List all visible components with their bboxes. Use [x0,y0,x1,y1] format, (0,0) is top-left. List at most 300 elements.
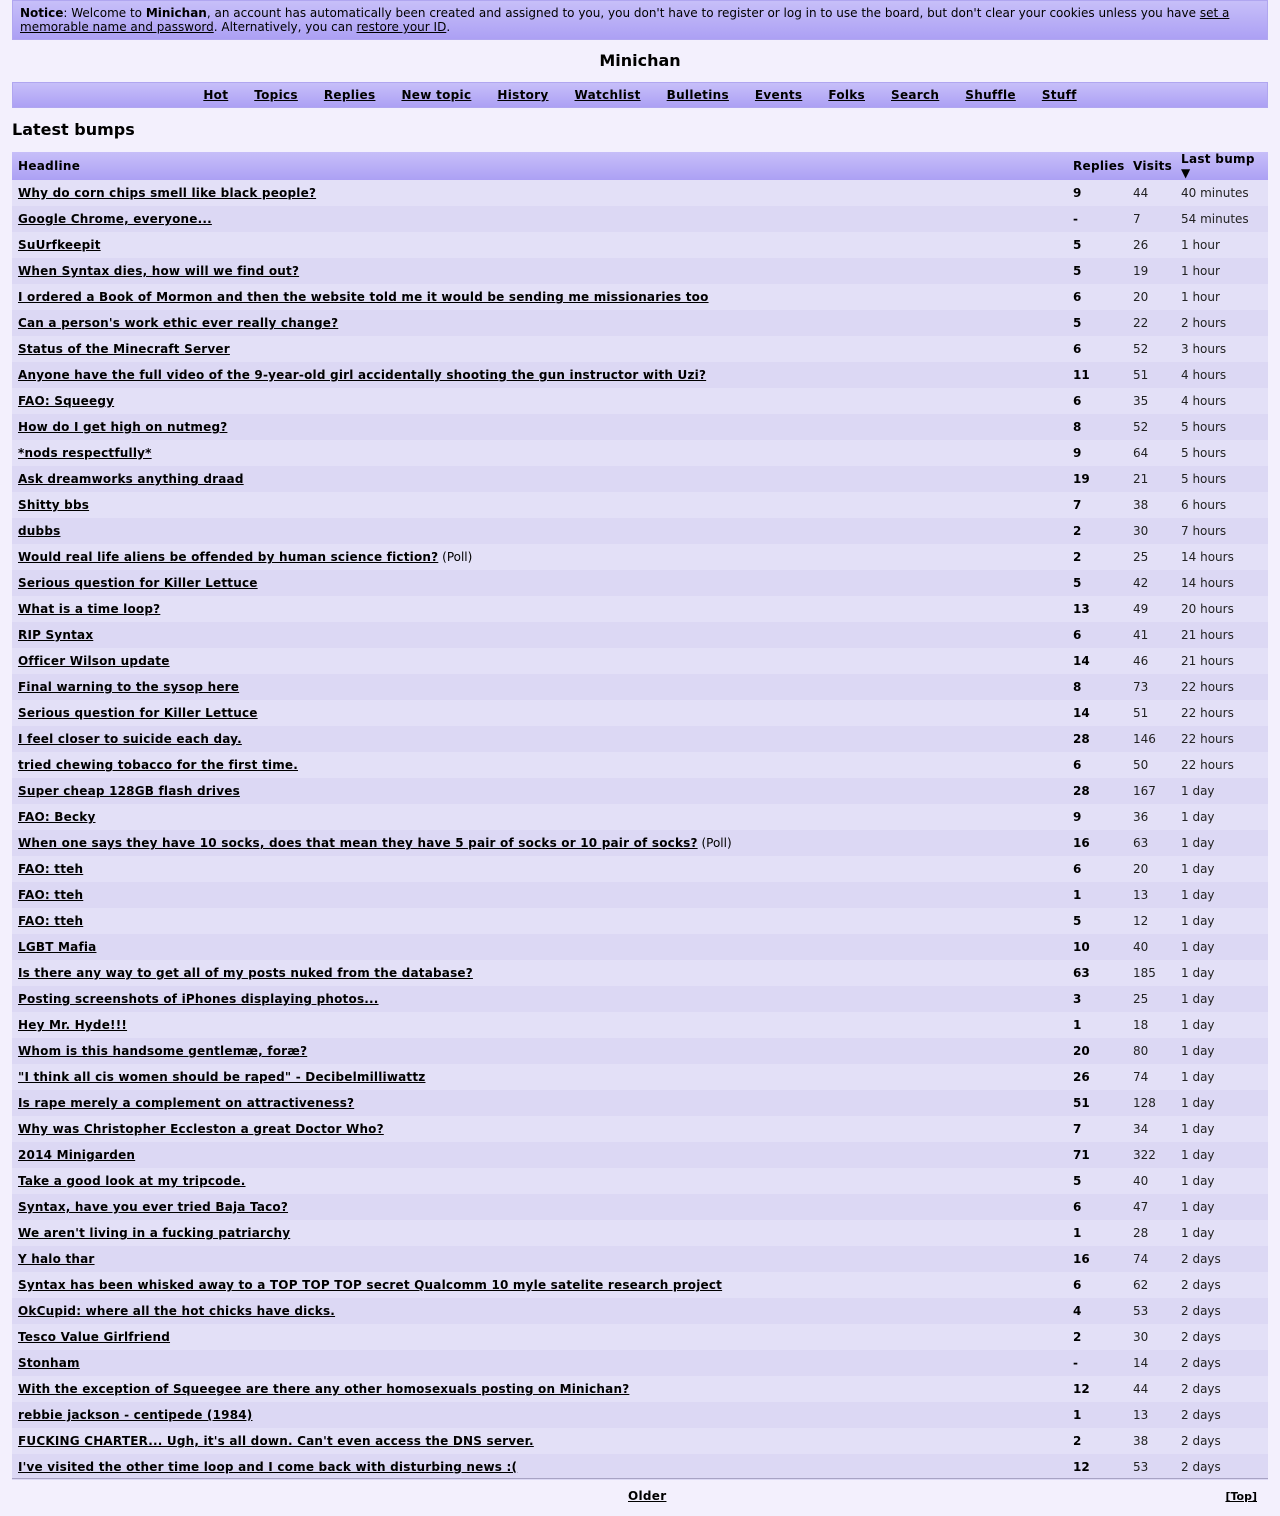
replies-cell: 2 [1067,1324,1127,1350]
last-bump-cell: 1 day [1175,1012,1268,1038]
visits-cell: 185 [1127,960,1175,986]
topic-link[interactable]: Super cheap 128GB flash drives [18,784,240,798]
last-bump-cell: 22 hours [1175,726,1268,752]
headline-cell [12,466,1067,492]
topic-link[interactable]: When one says they have 10 socks, does that mean they have 5 pair of socks or 10 pair of socks? [18,836,698,850]
headline-cell [12,856,1067,882]
last-bump-cell: 2 days [1175,1324,1268,1350]
last-bump-cell: 2 days [1175,1350,1268,1376]
topic-link[interactable]: "I think all cis women should be raped" - Decibelmilliwattz [18,1070,426,1084]
headline-cell [12,700,1067,726]
last-bump-cell: 1 hour [1175,258,1268,284]
last-bump-cell: 1 day [1175,960,1268,986]
headline-cell [12,1064,1067,1090]
topic-link[interactable]: Status of the Minecraft Server [18,342,230,356]
headline-cell [12,1220,1067,1246]
poll-tag: (Poll) [701,836,732,850]
topic-link[interactable]: FAO: Squeegy [18,394,115,408]
visits-cell: 40 [1127,934,1175,960]
table-row [12,1454,1268,1480]
topic-link[interactable]: I feel closer to suicide each day. [18,732,242,746]
table-row [12,1272,1268,1298]
replies-cell: 5 [1067,908,1127,934]
last-bump-cell: 4 hours [1175,362,1268,388]
visits-cell: 38 [1127,1428,1175,1454]
set-name-password-link[interactable]: set a memorable name and password [20,6,1230,34]
replies-cell: 6 [1067,1272,1127,1298]
topic-link[interactable]: rebbie jackson - centipede (1984) [18,1408,253,1422]
headline-cell [12,778,1067,804]
headline-cell [12,986,1067,1012]
table-row [12,1246,1268,1272]
nav-item-watchlist[interactable]: Watchlist [574,88,641,102]
visits-cell: 13 [1127,1402,1175,1428]
visits-cell: 51 [1127,362,1175,388]
nav-item-new-topic[interactable]: New topic [401,88,472,102]
table-row [12,310,1268,336]
topic-link[interactable]: Can a person's work ethic ever really change? [18,316,339,330]
table-row [12,856,1268,882]
headline-cell [12,388,1067,414]
headline-cell [12,1246,1067,1272]
replies-cell: 13 [1067,596,1127,622]
visits-cell: 80 [1127,1038,1175,1064]
visits-cell: 36 [1127,804,1175,830]
nav-item-search[interactable]: Search [891,88,940,102]
visits-cell: 30 [1127,518,1175,544]
topic-link[interactable]: When Syntax dies, how will we find out? [18,264,300,278]
last-bump-cell: 1 day [1175,908,1268,934]
replies-cell: 1 [1067,1402,1127,1428]
notice-banner [12,0,1268,40]
table-header-row [12,152,1268,180]
visits-cell: 49 [1127,596,1175,622]
visits-cell: 25 [1127,544,1175,570]
topic-link[interactable]: Syntax, have you ever tried Baja Taco? [18,1200,289,1214]
headline-cell [12,1090,1067,1116]
visits-cell: 73 [1127,674,1175,700]
top-link[interactable]: [Top] [1225,1490,1257,1503]
headline-cell [12,1194,1067,1220]
replies-cell: 1 [1067,1012,1127,1038]
headline-cell [12,1376,1067,1402]
topic-link[interactable]: What is a time loop? [18,602,161,616]
visits-cell: 12 [1127,908,1175,934]
visits-cell: 62 [1127,1272,1175,1298]
table-row [12,258,1268,284]
topic-link[interactable]: Is rape merely a complement on attractiveness? [18,1096,355,1110]
last-bump-cell: 1 day [1175,934,1268,960]
last-bump-cell: 1 hour [1175,232,1268,258]
last-bump-cell: 22 hours [1175,700,1268,726]
replies-cell: 14 [1067,648,1127,674]
replies-cell: 5 [1067,310,1127,336]
replies-cell: 16 [1067,830,1127,856]
last-bump-cell: 7 hours [1175,518,1268,544]
headline-cell [12,596,1067,622]
notice-site-name: Minichan [145,6,207,20]
replies-cell: 12 [1067,1454,1127,1480]
visits-cell: 146 [1127,726,1175,752]
visits-cell: 20 [1127,856,1175,882]
last-bump-cell: 5 hours [1175,414,1268,440]
visits-cell: 46 [1127,648,1175,674]
replies-cell: 19 [1067,466,1127,492]
topic-link[interactable]: Shitty bbs [18,498,90,512]
headline-cell [12,1116,1067,1142]
last-bump-cell: 1 day [1175,830,1268,856]
replies-cell: 6 [1067,284,1127,310]
headline-cell [12,518,1067,544]
last-bump-cell: 2 days [1175,1402,1268,1428]
visits-cell: 41 [1127,622,1175,648]
headline-cell [12,284,1067,310]
replies-cell: 9 [1067,180,1127,206]
replies-cell: 1 [1067,882,1127,908]
last-bump-cell: 1 day [1175,1220,1268,1246]
table-row [12,934,1268,960]
main-nav [12,82,1268,108]
table-row [12,544,1268,570]
last-bump-cell: 21 hours [1175,648,1268,674]
replies-cell: 5 [1067,232,1127,258]
topic-link[interactable]: Syntax has been whisked away to a TOP TOP TOP secret Qualcomm 10 myle satelite research project [18,1278,723,1292]
table-row [12,1116,1268,1142]
topic-link[interactable]: Tesco Value Girlfriend [18,1330,171,1344]
headline-cell [12,830,1067,856]
table-row [12,1402,1268,1428]
last-bump-cell: 2 days [1175,1246,1268,1272]
nav-item-history[interactable]: History [497,88,549,102]
topic-link[interactable]: FAO: tteh [18,914,84,928]
replies-cell: 9 [1067,440,1127,466]
headline-cell [12,1402,1067,1428]
replies-cell: 1 [1067,1220,1127,1246]
last-bump-cell: 21 hours [1175,622,1268,648]
topic-link[interactable]: dubbs [18,524,61,538]
nav-item-events[interactable]: Events [754,88,803,102]
last-bump-column-header[interactable]: Last bump ▼ [1175,152,1268,180]
headline-cell [12,544,1067,570]
nav-item-hot[interactable]: Hot [203,88,229,102]
replies-cell: 2 [1067,518,1127,544]
visits-cell: 53 [1127,1454,1175,1480]
topic-link[interactable]: 2014 Minigarden [18,1148,136,1162]
last-bump-cell: 5 hours [1175,466,1268,492]
replies-cell: 4 [1067,1298,1127,1324]
headline-cell [12,414,1067,440]
topic-link[interactable]: How do I get high on nutmeg? [18,420,228,434]
table-row [12,1168,1268,1194]
replies-cell: 10 [1067,934,1127,960]
poll-tag: (Poll) [442,550,473,564]
visits-cell: 40 [1127,1168,1175,1194]
topic-link[interactable]: Why was Christopher Eccleston a great Doctor Who? [18,1122,384,1136]
table-row [12,908,1268,934]
topic-link[interactable]: Would real life aliens be offended by human science fiction? [18,550,439,564]
topic-link[interactable]: Ask dreamworks anything draad [18,472,244,486]
visits-cell: 47 [1127,1194,1175,1220]
headline-cell [12,232,1067,258]
last-bump-cell: 1 day [1175,1142,1268,1168]
visits-cell: 52 [1127,414,1175,440]
table-row [12,648,1268,674]
headline-cell [12,960,1067,986]
topic-link[interactable]: SuUrfkeepit [18,238,101,252]
headline-cell [12,882,1067,908]
last-bump-cell: 2 days [1175,1454,1268,1480]
replies-cell: 71 [1067,1142,1127,1168]
headline-cell [12,1012,1067,1038]
visits-cell: 19 [1127,258,1175,284]
table-row [12,414,1268,440]
topic-link[interactable]: Posting screenshots of iPhones displaying photos... [18,992,379,1006]
table-row [12,1142,1268,1168]
nav-item-folks[interactable]: Folks [828,88,866,102]
last-bump-cell: 20 hours [1175,596,1268,622]
last-bump-cell: 1 day [1175,1038,1268,1064]
visits-cell: 38 [1127,492,1175,518]
visits-cell: 51 [1127,700,1175,726]
replies-cell: 6 [1067,1194,1127,1220]
table-row [12,1090,1268,1116]
last-bump-cell: 5 hours [1175,440,1268,466]
last-bump-cell: 22 hours [1175,752,1268,778]
table-row [12,1194,1268,1220]
replies-cell: 6 [1067,336,1127,362]
topic-link[interactable]: Officer Wilson update [18,654,170,668]
nav-item-replies[interactable]: Replies [323,88,376,102]
last-bump-cell: 1 day [1175,778,1268,804]
topic-link[interactable]: *nods respectfully* [18,446,152,460]
table-row [12,1064,1268,1090]
visits-cell: 22 [1127,310,1175,336]
topic-link[interactable]: With the exception of Squeegee are there any other homosexuals posting on Minichan? [18,1382,630,1396]
notice-text-2: , an account has automatically been created and assigned to you, you don't have to register or log in to use the board, but don't clear your cookies unless you have [206,6,1200,20]
replies-cell: 5 [1067,1168,1127,1194]
site-title: Minichan [599,51,681,70]
visits-cell: 18 [1127,1012,1175,1038]
table-row [12,596,1268,622]
replies-cell: 9 [1067,804,1127,830]
visits-cell: 64 [1127,440,1175,466]
headline-cell [12,570,1067,596]
last-bump-cell: 14 hours [1175,544,1268,570]
last-bump-cell: 2 days [1175,1376,1268,1402]
visits-cell: 20 [1127,284,1175,310]
headline-cell [12,1350,1067,1376]
headline-cell [12,934,1067,960]
headline-cell [12,726,1067,752]
visits-cell: 322 [1127,1142,1175,1168]
last-bump-cell: 1 day [1175,804,1268,830]
table-row [12,1012,1268,1038]
topic-link[interactable]: Is there any way to get all of my posts nuked from the database? [18,966,473,980]
replies-cell: 26 [1067,1064,1127,1090]
bumps-table [12,152,1268,1480]
table-row [12,882,1268,908]
replies-cell: 7 [1067,492,1127,518]
last-bump-cell: 1 hour [1175,284,1268,310]
last-bump-cell: 2 days [1175,1272,1268,1298]
topic-link[interactable]: Stonham [18,1356,80,1370]
last-bump-cell: 2 days [1175,1298,1268,1324]
replies-cell: 5 [1067,570,1127,596]
replies-cell: 51 [1067,1090,1127,1116]
replies-cell: 14 [1067,700,1127,726]
visits-cell: 28 [1127,1220,1175,1246]
topic-link[interactable]: Final warning to the sysop here [18,680,240,694]
replies-cell: 6 [1067,388,1127,414]
visits-cell: 35 [1127,388,1175,414]
table-row [12,518,1268,544]
table-row [12,1350,1268,1376]
visits-column-header[interactable]: Visits [1127,152,1175,180]
visits-cell: 25 [1127,986,1175,1012]
topic-link[interactable]: Whom is this handsome gentlemæ, foræ? [18,1044,308,1058]
table-row [12,1428,1268,1454]
table-row [12,674,1268,700]
topic-link[interactable]: Google Chrome, everyone... [18,212,212,226]
table-row [12,778,1268,804]
last-bump-cell: 14 hours [1175,570,1268,596]
last-bump-cell: 4 hours [1175,388,1268,414]
replies-column-header[interactable]: Replies [1067,152,1127,180]
headline-cell [12,1298,1067,1324]
last-bump-cell: 54 minutes [1175,206,1268,232]
table-row [12,466,1268,492]
headline-cell [12,258,1067,284]
topic-link[interactable]: FAO: tteh [18,862,84,876]
table-row [12,180,1268,206]
visits-cell: 128 [1127,1090,1175,1116]
last-bump-cell: 1 day [1175,986,1268,1012]
last-bump-cell: 6 hours [1175,492,1268,518]
replies-cell: 3 [1067,986,1127,1012]
nav-item-shuffle[interactable]: Shuffle [965,88,1016,102]
topic-link[interactable]: FUCKING CHARTER... Ugh, it's all down. Can't even access the DNS server. [18,1434,534,1448]
topic-link[interactable]: Y halo thar [18,1252,95,1266]
replies-cell: 6 [1067,622,1127,648]
table-row [12,986,1268,1012]
visits-cell: 30 [1127,1324,1175,1350]
topic-link[interactable]: Take a good look at my tripcode. [18,1174,246,1188]
table-row [12,726,1268,752]
table-row [12,232,1268,258]
topic-link[interactable]: Serious question for Killer Lettuce [18,706,258,720]
notice-label: Notice [20,6,64,20]
headline-cell [12,440,1067,466]
headline-cell [12,336,1067,362]
table-row [12,1324,1268,1350]
notice-text-4: . [446,20,451,34]
visits-cell: 34 [1127,1116,1175,1142]
headline-cell [12,1168,1067,1194]
last-bump-cell: 1 day [1175,1194,1268,1220]
table-row [12,752,1268,778]
table-row [12,336,1268,362]
table-row [12,206,1268,232]
last-bump-cell: 2 days [1175,1428,1268,1454]
table-row [12,1220,1268,1246]
replies-cell: 2 [1067,544,1127,570]
topic-link[interactable]: I've visited the other time loop and I come back with disturbing news :( [18,1460,518,1474]
last-bump-cell: 1 day [1175,1116,1268,1142]
last-bump-cell: 2 hours [1175,310,1268,336]
topic-link[interactable]: We aren't living in a fucking patriarchy [18,1226,291,1240]
visits-cell: 74 [1127,1064,1175,1090]
footer-divider [12,1478,1268,1479]
headline-cell [12,362,1067,388]
visits-cell: 44 [1127,1376,1175,1402]
topic-link[interactable]: OkCupid: where all the hot chicks have dicks. [18,1304,336,1318]
topic-link[interactable]: RIP Syntax [18,628,94,642]
restore-id-link[interactable]: restore your ID [356,20,447,34]
last-bump-cell: 1 day [1175,856,1268,882]
topic-link[interactable]: Anyone have the full video of the 9-year-old girl accidentally shooting the gun instructor with Uzi? [18,368,707,382]
table-row [12,1376,1268,1402]
visits-cell: 63 [1127,830,1175,856]
visits-cell: 74 [1127,1246,1175,1272]
nav-item-stuff[interactable]: Stuff [1041,88,1077,102]
last-bump-cell: 1 day [1175,1090,1268,1116]
headline-column-header[interactable]: Headline [12,152,1067,180]
visits-cell: 42 [1127,570,1175,596]
table-row [12,570,1268,596]
older-link[interactable]: Older [628,1489,667,1503]
replies-cell: 8 [1067,674,1127,700]
headline-cell [12,752,1067,778]
visits-cell: 44 [1127,180,1175,206]
visits-cell: 50 [1127,752,1175,778]
table-row [12,622,1268,648]
headline-cell [12,804,1067,830]
table-row [12,700,1268,726]
topic-link[interactable]: Hey Mr. Hyde!!! [18,1018,128,1032]
topic-link[interactable]: I ordered a Book of Mormon and then the website told me it would be sending me missionaries too [18,290,709,304]
headline-cell [12,648,1067,674]
topic-link[interactable]: tried chewing tobacco for the first time. [18,758,299,772]
visits-cell: 13 [1127,882,1175,908]
headline-cell [12,492,1067,518]
replies-cell: - [1067,1350,1127,1376]
topic-link[interactable]: Serious question for Killer Lettuce [18,576,258,590]
topic-link[interactable]: Why do corn chips smell like black people? [18,186,317,200]
topic-link[interactable]: LGBT Mafia [18,940,97,954]
table-row [12,960,1268,986]
replies-cell: 7 [1067,1116,1127,1142]
headline-cell [12,1038,1067,1064]
table-row [12,1298,1268,1324]
last-bump-cell: 1 day [1175,1168,1268,1194]
nav-item-bulletins[interactable]: Bulletins [666,88,729,102]
notice-text-1: : Welcome to [63,6,146,20]
visits-cell: 26 [1127,232,1175,258]
replies-cell: 6 [1067,752,1127,778]
headline-cell [12,1272,1067,1298]
headline-cell [12,180,1067,206]
last-bump-cell: 3 hours [1175,336,1268,362]
table-row [12,804,1268,830]
replies-cell: 28 [1067,778,1127,804]
replies-cell: 63 [1067,960,1127,986]
replies-cell: 5 [1067,258,1127,284]
replies-cell: 12 [1067,1376,1127,1402]
topic-link[interactable]: FAO: tteh [18,888,84,902]
table-row [12,388,1268,414]
topic-link[interactable]: FAO: Becky [18,810,96,824]
nav-item-topics[interactable]: Topics [254,88,298,102]
